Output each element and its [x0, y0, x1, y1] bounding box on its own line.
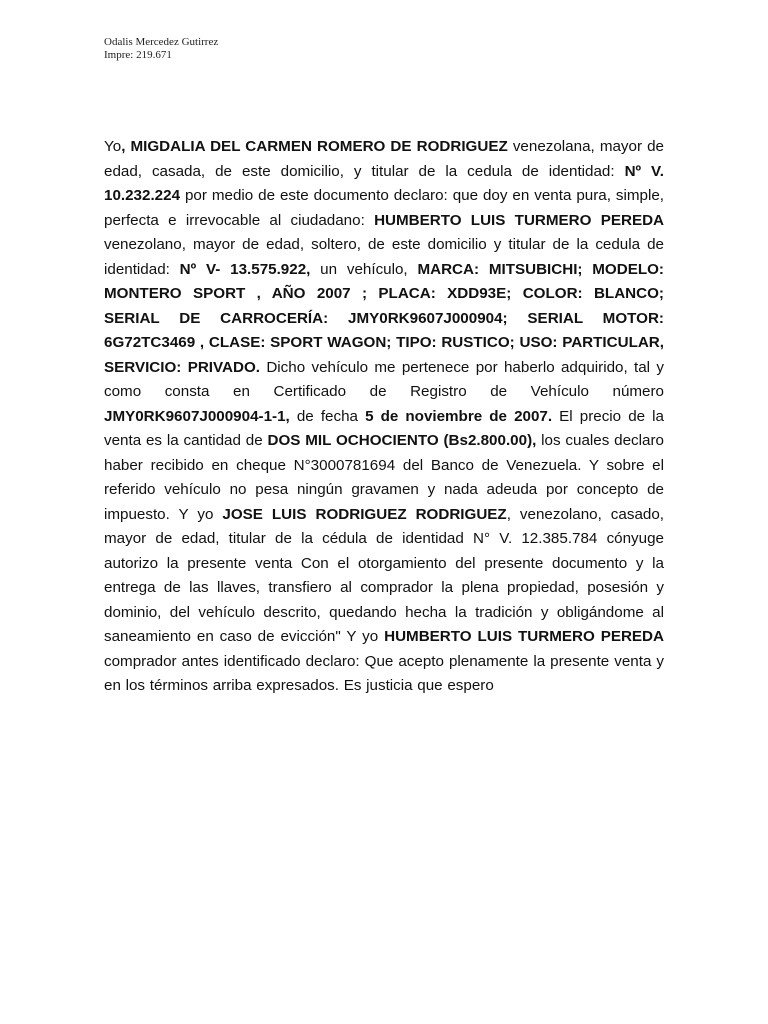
- text-segment: venezolana, mayor de edad, casada, de este domicilio, y titular de la cedula de identidad:: [104, 138, 664, 180]
- text-segment: venezolano, mayor de edad, soltero, de este domicilio y titular de la cedula de identidad:: [104, 236, 664, 278]
- vehicle-details: MARCA: MITSUBICHI; MODELO: MONTERO SPORT , AÑO 2007 ; PLACA: XDD93E; COLOR: BLANCO; SERIAL DE CARROCERÍA: JMY0RK9607J000904; SERIAL MOTOR: 6G72TC3469 , CLASE: SPORT WAGON; TIPO: RUSTICO; USO: PARTICULAR, SERVICIO: PRIVADO.: [104, 260, 664, 376]
- spouse-name: JOSE LUIS RODRIGUEZ RODRIGUEZ: [222, 505, 507, 523]
- registration-number: JMY0RK9607J000904-1-1,: [104, 407, 290, 425]
- text-segment: , venezolano, casado, mayor de edad, titular de la cédula de identidad N° V. 12.385.784 cónyuge autorizo la presente venta Con el otorgamiento del presente documento y la entrega de las llaves, transfiero al comprador la plena propiedad, posesión y dominio, del vehículo descrito, quedando hecha la tradición y obligándome al saneamiento en caso de evicción" Y yo: [104, 505, 664, 645]
- buyer-id-number: Nº V- 13.575.922,: [179, 260, 311, 278]
- text-segment: por medio de este documento declaro: que doy en venta pura, simple, perfecta e irrevocable al ciudadano:: [104, 187, 664, 229]
- author-name: Odalis Mercedez Gutirrez: [104, 36, 219, 48]
- text-segment: comprador antes identificado declaro: Que acepto plenamente la presente venta y en los términos arriba expresados. Es justicia que espero: [104, 652, 664, 694]
- document-header: [104, 36, 218, 62]
- seller-id-number: Nº V. 10.232.224: [104, 162, 664, 204]
- text-segment: Yo: [104, 138, 122, 155]
- seller-name: , MIGDALIA DEL CARMEN ROMERO DE RODRIGUEZ: [121, 138, 508, 155]
- impre-number: Impre: 219.671: [104, 49, 172, 61]
- text-segment: un vehículo,: [310, 260, 418, 278]
- sale-declaration-paragraph: [104, 135, 664, 699]
- buyer-name: HUMBERTO LUIS TURMERO PEREDA: [374, 211, 665, 229]
- text-segment: los cuales declaro haber recibido en cheque N°3000781694 del Banco de Venezuela. Y sobre el referido vehículo no pesa ningún gravamen y nada adeuda por concepto de impuesto. Y yo: [104, 432, 664, 523]
- buyer-name-closing: HUMBERTO LUIS TURMERO PEREDA: [384, 628, 664, 645]
- text-segment: Dicho vehículo me pertenece por haberlo adquirido, tal y como consta en Certificado de Registro de Vehículo número: [104, 358, 664, 400]
- text-segment: El precio de la venta es la cantidad de: [104, 407, 664, 449]
- sale-price: DOS MIL OCHOCIENTO (Bs2.800.00),: [267, 432, 537, 449]
- registration-date: 5 de noviembre de 2007.: [365, 407, 553, 425]
- text-segment: de fecha: [289, 407, 366, 425]
